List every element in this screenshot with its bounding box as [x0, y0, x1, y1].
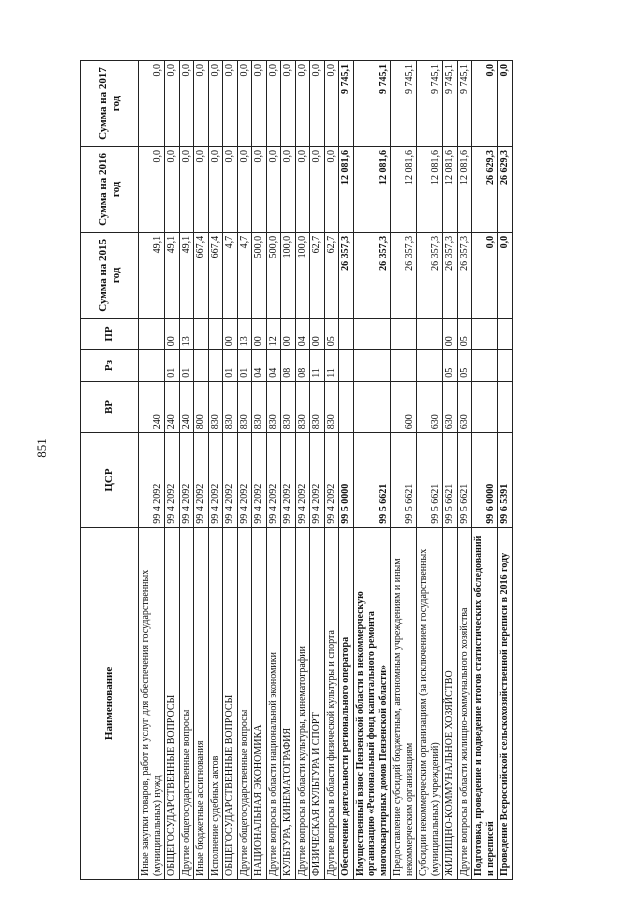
cell-sum-2015: 62,7 [324, 232, 339, 318]
cell-name: ОБЩЕГОСУДАРСТВЕННЫЕ ВОПРОСЫ [165, 527, 180, 879]
cell-name: Предоставление субсидий бюджетным, автономным учреждениям и иным некоммерческим организациям [391, 527, 417, 879]
cell-sum-2016: 12 081,6 [353, 146, 391, 232]
cell-sum-2016: 0,0 [208, 146, 223, 232]
cell-sum-2015: 49,1 [165, 232, 180, 318]
table-row [391, 61, 417, 880]
cell-pr: 12 [266, 318, 281, 349]
cell-csr: 99 4 2092 [179, 433, 194, 528]
cell-name: ЖИЛИЩНО-КОММУНАЛЬНОЕ ХОЗЯЙСТВО [443, 527, 458, 879]
table-row [457, 61, 472, 880]
cell-rz: 08 [295, 350, 310, 381]
cell-rz [139, 350, 165, 381]
cell-pr [208, 318, 223, 349]
cell-sum-2016: 0,0 [252, 146, 267, 232]
cell-csr: 99 6 5391 [498, 433, 513, 528]
cell-sum-2015: 667,4 [208, 232, 223, 318]
cell-sum-2015: 26 357,3 [457, 232, 472, 318]
cell-vr: 830 [324, 381, 339, 433]
cell-sum-2015: 62,7 [310, 232, 325, 318]
table-header-row [81, 61, 139, 880]
cell-sum-2016: 26 629,3 [498, 146, 513, 232]
cell-pr [353, 318, 391, 349]
cell-rz: 04 [266, 350, 281, 381]
cell-pr: 05 [457, 318, 472, 349]
cell-sum-2016: 0,0 [179, 146, 194, 232]
cell-sum-2016: 0,0 [266, 146, 281, 232]
cell-sum-2017: 0,0 [165, 61, 180, 147]
cell-rz [417, 350, 443, 381]
cell-csr: 99 4 2092 [165, 433, 180, 528]
cell-sum-2016: 0,0 [223, 146, 238, 232]
cell-pr [472, 318, 498, 349]
cell-csr: 99 4 2092 [266, 433, 281, 528]
cell-sum-2017: 0,0 [179, 61, 194, 147]
cell-vr [498, 381, 513, 433]
cell-sum-2015: 26 357,3 [339, 232, 354, 318]
cell-csr: 99 5 6621 [457, 433, 472, 528]
cell-csr: 99 4 2092 [281, 433, 296, 528]
table-row [339, 61, 354, 880]
table-row [223, 61, 238, 880]
cell-sum-2016: 0,0 [310, 146, 325, 232]
cell-sum-2017: 0,0 [281, 61, 296, 147]
cell-sum-2016: 0,0 [194, 146, 209, 232]
cell-vr: 630 [443, 381, 458, 433]
table-row [165, 61, 180, 880]
cell-sum-2016: 12 081,6 [391, 146, 417, 232]
cell-csr: 99 5 6621 [443, 433, 458, 528]
cell-sum-2017: 0,0 [139, 61, 165, 147]
cell-pr [339, 318, 354, 349]
cell-csr: 99 5 6621 [353, 433, 391, 528]
cell-pr: 00 [252, 318, 267, 349]
cell-pr: 04 [295, 318, 310, 349]
table-row [208, 61, 223, 880]
cell-sum-2017: 9 745,1 [391, 61, 417, 147]
cell-sum-2015: 0,0 [498, 232, 513, 318]
cell-rz: 11 [310, 350, 325, 381]
cell-name: Подготовка, проведение и подведение итогов статистических обследований и переписей [472, 527, 498, 879]
cell-rz: 08 [281, 350, 296, 381]
cell-csr: 99 4 2092 [208, 433, 223, 528]
cell-name: Другие общегосударственные вопросы [179, 527, 194, 879]
cell-sum-2015: 100,0 [295, 232, 310, 318]
cell-sum-2017: 9 745,1 [339, 61, 354, 147]
cell-name: Проведение Всероссийской сельскохозяйственной переписи в 2016 году [498, 527, 513, 879]
cell-pr: 05 [324, 318, 339, 349]
cell-sum-2015: 4,7 [223, 232, 238, 318]
cell-vr: 830 [310, 381, 325, 433]
cell-name: Другие вопросы в области жилищно-коммунального хозяйства [457, 527, 472, 879]
table-row [498, 61, 513, 880]
cell-rz: 11 [324, 350, 339, 381]
cell-sum-2017: 0,0 [194, 61, 209, 147]
cell-sum-2017: 9 745,1 [417, 61, 443, 147]
cell-sum-2016: 12 081,6 [457, 146, 472, 232]
header-name: Наименование [81, 527, 139, 879]
header-sum-2017: Сумма на 2017 год [81, 61, 139, 147]
cell-sum-2015: 100,0 [281, 232, 296, 318]
cell-name: Обеспечение деятельности регионального оператора [339, 527, 354, 879]
cell-sum-2017: 0,0 [208, 61, 223, 147]
table-row [281, 61, 296, 880]
cell-sum-2017: 0,0 [498, 61, 513, 147]
cell-sum-2017: 9 745,1 [457, 61, 472, 147]
cell-vr: 830 [208, 381, 223, 433]
cell-sum-2017: 0,0 [295, 61, 310, 147]
cell-csr: 99 5 6621 [391, 433, 417, 528]
cell-name: Другие общегосударственные вопросы [237, 527, 252, 879]
cell-name: Имущественный взнос Пензенской области в некоммерческую организацию «Региональный фонд капитального ремонта многоквартирных домов Пензенской области» [353, 527, 391, 879]
table-row [194, 61, 209, 880]
cell-rz: 01 [179, 350, 194, 381]
cell-sum-2015: 26 357,3 [353, 232, 391, 318]
table-row [295, 61, 310, 880]
budget-table-container [80, 60, 610, 880]
cell-sum-2016: 0,0 [281, 146, 296, 232]
cell-sum-2015: 500,0 [252, 232, 267, 318]
table-row [310, 61, 325, 880]
cell-rz [194, 350, 209, 381]
cell-sum-2017: 0,0 [324, 61, 339, 147]
cell-vr: 630 [457, 381, 472, 433]
cell-name: Другие вопросы в области физической культуры и спорта [324, 527, 339, 879]
cell-csr: 99 4 2092 [194, 433, 209, 528]
cell-vr: 830 [281, 381, 296, 433]
table-row [472, 61, 498, 880]
cell-pr [417, 318, 443, 349]
cell-rz: 01 [237, 350, 252, 381]
cell-sum-2015: 4,7 [237, 232, 252, 318]
table-row [324, 61, 339, 880]
cell-sum-2016: 26 629,3 [472, 146, 498, 232]
cell-sum-2017: 0,0 [237, 61, 252, 147]
cell-vr [339, 381, 354, 433]
cell-rz [339, 350, 354, 381]
cell-pr [139, 318, 165, 349]
cell-sum-2015: 49,1 [179, 232, 194, 318]
cell-rz [208, 350, 223, 381]
header-pr: ПР [81, 318, 139, 349]
cell-rz [353, 350, 391, 381]
cell-name: Исполнение судебных актов [208, 527, 223, 879]
cell-rz: 05 [443, 350, 458, 381]
cell-rz [498, 350, 513, 381]
cell-sum-2017: 9 745,1 [353, 61, 391, 147]
cell-sum-2016: 0,0 [324, 146, 339, 232]
budget-table [80, 60, 513, 880]
cell-sum-2015: 49,1 [139, 232, 165, 318]
cell-sum-2017: 0,0 [252, 61, 267, 147]
cell-csr: 99 5 0000 [339, 433, 354, 528]
cell-pr [498, 318, 513, 349]
cell-vr: 830 [295, 381, 310, 433]
cell-pr: 00 [443, 318, 458, 349]
cell-vr: 830 [266, 381, 281, 433]
cell-pr: 13 [237, 318, 252, 349]
cell-name: Иные закупки товаров, работ и услуг для обеспечения государственных (муниципальных) нужд [139, 527, 165, 879]
cell-sum-2017: 0,0 [472, 61, 498, 147]
cell-rz: 01 [165, 350, 180, 381]
table-row [353, 61, 391, 880]
cell-vr: 240 [165, 381, 180, 433]
cell-vr: 830 [252, 381, 267, 433]
cell-vr [353, 381, 391, 433]
cell-pr: 00 [223, 318, 238, 349]
header-sum-2016: Сумма на 2016 год [81, 146, 139, 232]
cell-rz: 01 [223, 350, 238, 381]
cell-csr: 99 4 2092 [139, 433, 165, 528]
cell-sum-2015: 26 357,3 [443, 232, 458, 318]
cell-rz: 05 [457, 350, 472, 381]
cell-sum-2017: 9 745,1 [443, 61, 458, 147]
cell-pr [391, 318, 417, 349]
header-rz: Рз [81, 350, 139, 381]
cell-vr: 800 [194, 381, 209, 433]
cell-pr: 00 [165, 318, 180, 349]
cell-csr: 99 4 2092 [237, 433, 252, 528]
cell-csr: 99 6 0000 [472, 433, 498, 528]
cell-csr: 99 4 2092 [295, 433, 310, 528]
cell-sum-2015: 0,0 [472, 232, 498, 318]
cell-vr: 240 [139, 381, 165, 433]
cell-pr [194, 318, 209, 349]
cell-name: Другие вопросы в области национальной экономики [266, 527, 281, 879]
table-body [139, 61, 513, 880]
cell-sum-2015: 667,4 [194, 232, 209, 318]
cell-vr: 630 [417, 381, 443, 433]
cell-sum-2016: 0,0 [295, 146, 310, 232]
cell-sum-2015: 26 357,3 [391, 232, 417, 318]
cell-sum-2017: 0,0 [310, 61, 325, 147]
cell-name: ФИЗИЧЕСКАЯ КУЛЬТУРА И СПОРТ [310, 527, 325, 879]
cell-vr: 830 [237, 381, 252, 433]
table-row [237, 61, 252, 880]
cell-rz [472, 350, 498, 381]
cell-csr: 99 5 6621 [417, 433, 443, 528]
cell-name: КУЛЬТУРА, КИНЕМАТОГРАФИЯ [281, 527, 296, 879]
cell-sum-2017: 0,0 [223, 61, 238, 147]
cell-name: Другие вопросы в области культуры, кинематографии [295, 527, 310, 879]
table-row [252, 61, 267, 880]
cell-rz [391, 350, 417, 381]
cell-sum-2015: 26 357,3 [417, 232, 443, 318]
cell-rz: 04 [252, 350, 267, 381]
cell-vr: 830 [223, 381, 238, 433]
page-number: 851 [34, 438, 49, 458]
cell-vr: 240 [179, 381, 194, 433]
cell-sum-2016: 0,0 [165, 146, 180, 232]
cell-sum-2017: 0,0 [266, 61, 281, 147]
cell-name: Субсидии некоммерческим организациям (за исключением государственных (муниципальных) учреждений) [417, 527, 443, 879]
table-row [139, 61, 165, 880]
cell-sum-2015: 500,0 [266, 232, 281, 318]
cell-sum-2016: 12 081,6 [339, 146, 354, 232]
cell-sum-2016: 0,0 [139, 146, 165, 232]
cell-vr: 600 [391, 381, 417, 433]
cell-sum-2016: 12 081,6 [443, 146, 458, 232]
cell-sum-2016: 0,0 [237, 146, 252, 232]
table-row [417, 61, 443, 880]
header-csr: ЦСР [81, 433, 139, 528]
cell-csr: 99 4 2092 [310, 433, 325, 528]
cell-pr: 13 [179, 318, 194, 349]
table-row [443, 61, 458, 880]
header-vr: ВР [81, 381, 139, 433]
cell-pr: 00 [281, 318, 296, 349]
cell-vr [472, 381, 498, 433]
table-row [266, 61, 281, 880]
header-sum-2015: Сумма на 2015 год [81, 232, 139, 318]
table-row [179, 61, 194, 880]
cell-csr: 99 4 2092 [252, 433, 267, 528]
cell-name: Иные бюджетные ассигнования [194, 527, 209, 879]
cell-name: НАЦИОНАЛЬНАЯ ЭКОНОМИКА [252, 527, 267, 879]
cell-name: ОБЩЕГОСУДАРСТВЕННЫЕ ВОПРОСЫ [223, 527, 238, 879]
cell-csr: 99 4 2092 [324, 433, 339, 528]
cell-csr: 99 4 2092 [223, 433, 238, 528]
cell-sum-2016: 12 081,6 [417, 146, 443, 232]
cell-pr: 00 [310, 318, 325, 349]
